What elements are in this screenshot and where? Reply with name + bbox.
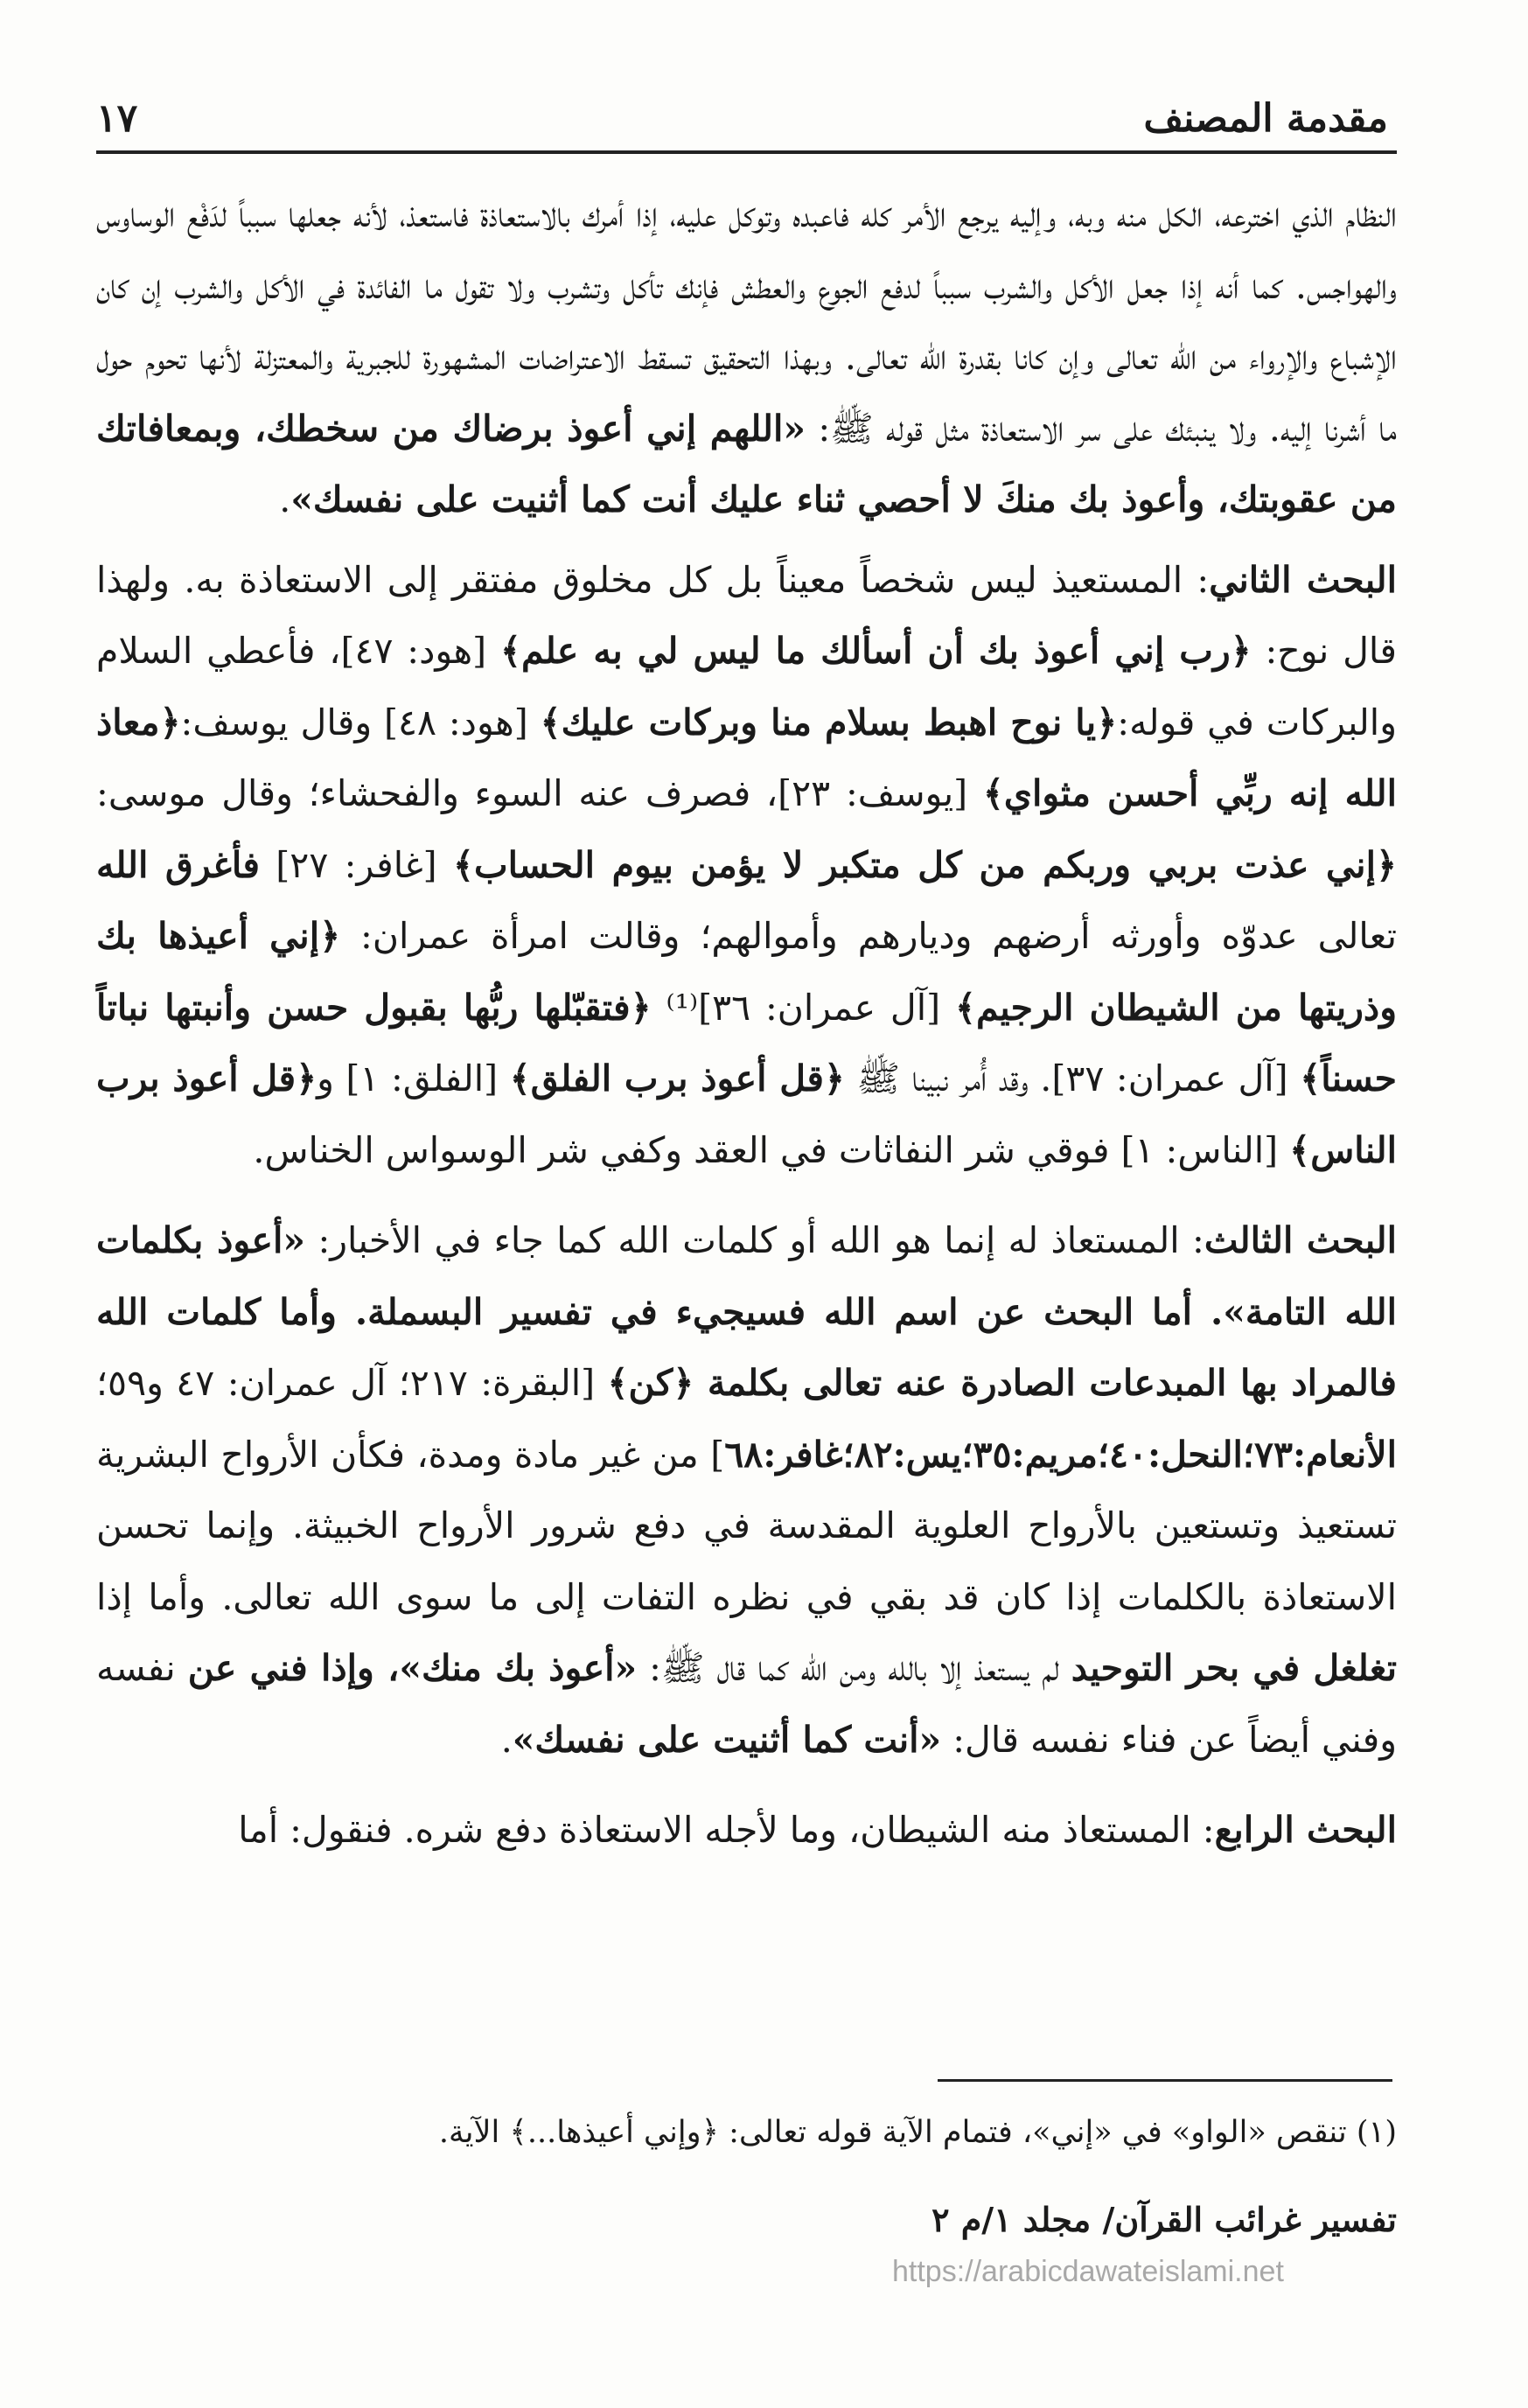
bold-text-run: ﴿إني أعيذها بك وذريتها من الشيطان الرجيم﴾ xyxy=(96,915,1397,1029)
text-run: : المستعاذ له إنما هو الله أو كلمات الله كما جاء في الأخبار: xyxy=(305,1219,1204,1261)
text-run: [الناس: ١] فوقي شر النفاثات في العقد وكفي شر الوسواس الخناس. xyxy=(253,1128,1290,1171)
text-run: [البقرة: ٢١٧؛ آل عمران: ٤٧ و٥٩؛ xyxy=(96,1362,608,1404)
text-run: نفسه وفني أيضاً عن فناء نفسه قال: xyxy=(96,1647,1397,1761)
paragraph xyxy=(96,1205,1397,1776)
text-run: : المستعيذ ليس شخصاً معيناً بل كل مخلوق مفتقر إلى الاستعاذة به. ولهذا قال نوح: xyxy=(96,558,1397,672)
text-run: [هود: ٤٧]، فأعطي السلام والبركات في قوله: xyxy=(96,630,1397,743)
header-rule xyxy=(96,150,1397,154)
footnote: (١) تنقص «الواو» في «إني»، فتمام الآية قوله تعالى: ﴿وإني أعيذها...﴾ الآية. xyxy=(438,2115,1397,2150)
bold-text-run: تغلغل في بحر التوحيد xyxy=(1071,1647,1397,1689)
paragraph xyxy=(96,1795,1397,1867)
bold-text-run: البحث الثالث xyxy=(1204,1219,1397,1261)
bold-text-run: ﴿رب إني أعوذ بك أن أسألك ما ليس لي به علم﴾ xyxy=(499,630,1252,672)
text-run: . xyxy=(279,478,291,520)
bold-text-run: «اللهم إني أعوذ برضاك من سخطك، وبمعافاتك من عقوبتك، وأعوذ بك منكَ لا أحصي ثناء عليك أنت كما أثنيت على نفسك» xyxy=(96,407,1397,520)
bold-text-run: فأغرق الله xyxy=(96,843,260,886)
text-run: النظام الذي اخترعه، الكل منه وبه، وإليه يرجع الأمر كله فاعبده وتوكل عليه، إذا أمرك بالاستعاذة فاستعذ، لأنه جعلها سبباً لدَفْع الوساوس والهواجس. كما أنه إذا جعل الأكل والشرب سبباً لدفع الجوع والعطش فإنك تأكل وتشرب ولا تقول ما الفائدة في الأكل والشرب إن كان الإشباع والإرواء من الله تعالى وإن كانا بقدرة الله تعالى. وبهذا التحقيق تسقط الاعتراضات المشهورة للجبرية والمعتزلة لأنها تحوم حول ما أشرنا إليه. ولا ينبئك على سر الاستعاذة مثل قوله ﷺ: xyxy=(96,193,1397,450)
volume-footer: تفسير غرائب القرآن/ مجلد ١/م ٢ xyxy=(931,2200,1397,2239)
footnote-rule xyxy=(938,2079,1392,2082)
text-run: . xyxy=(500,1718,513,1761)
text-run: : المستعاذ منه الشيطان، وما لأجله الاستعاذة دفع شره. فنقول: أما xyxy=(238,1809,1215,1851)
paragraph xyxy=(96,179,1397,536)
bold-text-run: ﴿معاذ الله إنه ربِّي أحسن مثواي﴾ xyxy=(96,701,1398,814)
page-number: ١٧ xyxy=(96,96,138,141)
text-run: تعالى عدوّه وأورثه أرضهم وديارهم وأموالهم؛ وقالت امرأة عمران: xyxy=(340,915,1397,957)
bold-text-run: ﴿إني عذت بربي وربكم من كل متكبر لا يؤمن بيوم الحساب﴾ xyxy=(452,843,1398,886)
text-run: لم يستعذ إلا بالله ومن الله كما قال ﷺ: xyxy=(637,1647,1071,1689)
bold-text-run: ﴿فتقبّلها ربُّها بقبول حسن وأنبتها نباتاً حسناً﴾ xyxy=(96,986,1397,1099)
bold-text-run: ﴿قل أعوذ برب الناس﴾ xyxy=(96,1057,1397,1171)
bold-text-run: «أنت كما أثنيت على نفسك» xyxy=(512,1718,942,1761)
text-run: [غافر: ٢٧] xyxy=(259,843,453,886)
text-run: ] من غير مادة ومدة، فكأن الأرواح البشرية تستعيذ وتستعين بالأرواح العلوية المقدسة في دفع شرور الأرواح الخبيثة. وإنما تحسن الاستعاذة بالكلمات إذا كان قد بقي في نظره التفات إلى ما سوى الله تعالى. وأما إذا xyxy=(96,1433,1397,1618)
body-text xyxy=(96,179,1397,1867)
chapter-title: مقدمة المصنف xyxy=(1143,96,1388,141)
running-header xyxy=(96,94,1388,143)
bold-text-run: ﴿قل أعوذ برب الفلق﴾ xyxy=(509,1057,845,1099)
bold-text-run: الأنعام:٧٣؛النحل:٤٠؛مريم:٣٥؛يس:٨٢؛غافر:٦٨ xyxy=(724,1433,1397,1476)
bold-text-run: «أعوذ بكلمات الله التامة». أما البحث عن اسم الله فسيجيء في تفسير البسملة. وأما كلمات الله فالمراد بها المبدعات الصادرة عنه تعالى بكلمة ﴿كن﴾ xyxy=(96,1219,1397,1404)
bold-text-run: ﴿يا نوح اهبط بسلام منا وبركات عليك﴾ xyxy=(540,701,1118,743)
watermark-url[interactable]: https://arabicdawateislami.net xyxy=(892,2255,1284,2288)
text-run: [هود: ٤٨] وقال يوسف: xyxy=(180,701,541,743)
text-run: [الفلق: ١] و xyxy=(317,1057,510,1099)
bold-text-run: «أعوذ بك منك»، وإذا فني عن xyxy=(187,1647,638,1689)
paragraph xyxy=(96,545,1397,1187)
text-run: [آل عمران: ٣٧]. وقد أُمر نبينا ﷺ xyxy=(844,1057,1301,1099)
text-run: [يوسف: ٢٣]، فصرف عنه السوء والفحشاء؛ وقال موسى: xyxy=(96,772,983,814)
bold-text-run: البحث الثاني xyxy=(1209,558,1397,601)
bold-text-run: البحث الرابع xyxy=(1214,1809,1397,1851)
text-run: [آل عمران: ٣٦]⁽¹⁾ xyxy=(651,986,955,1029)
